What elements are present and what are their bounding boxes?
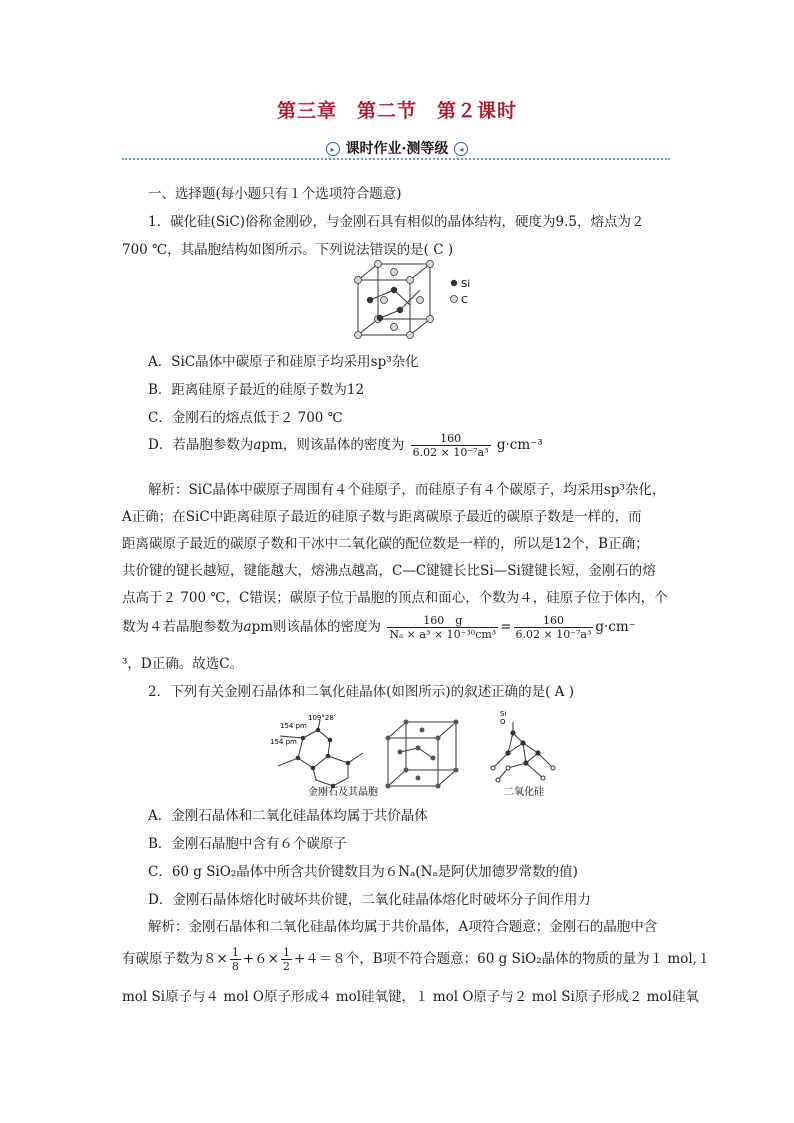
legend-c: C	[461, 295, 468, 306]
density-fraction: $\frac{160}{\text{6.02 × 10⁻⁷a³}}$	[412, 432, 489, 459]
q2-analysis-line2: 有碳原子数为８× $\frac{1}{8}$ +６× $\frac{1}{2}$ +４＝８个，B项不符合题意；60 g SiO₂晶体的物质的量为１ mol,１	[122, 946, 711, 973]
sic-unit-cell-figure	[350, 260, 490, 342]
sio2-legend-si: Si	[500, 710, 507, 718]
q1-analysis-line2: A正确；在SiC中距离硅原子最近的硅原子数与距离碳原子最近的碳原子数是一样的，而	[122, 509, 642, 525]
si-legend-icon	[451, 280, 457, 286]
q2-analysis-line3: mol Si原子与４ mol O原子形成４ mol硅氧键，１ mol O原子与２ mol Si原子形成２ mol硅氧	[122, 989, 699, 1005]
q1-analysis-line3: 距离碳原子最近的碳原子数和干冰中二氧化碳的配位数是一样的，所以是12个，B正确；	[122, 536, 649, 552]
q1-option-a: A．SiC晶体中碳原子和硅原子均采用sp³杂化	[148, 354, 419, 370]
q2-stem: 2．下列有关金刚石晶体和二氧化硅晶体(如图所示)的叙述正确的是( A )	[148, 684, 574, 700]
bond-length-label: 154 pm	[280, 722, 307, 730]
q1-stem-line2: 700 ℃，其晶胞结构如图所示。下列说法错误的是( C )	[122, 242, 454, 258]
q2-option-d: D．金刚石晶体熔化时破坏共价键，二氧化硅晶体熔化时破坏分子间作用力	[148, 892, 591, 908]
q1-analysis-line1: 解析：SiC晶体中碳原子周围有４个硅原子，而硅原子有４个碳原子，均采用sp³杂化，	[148, 482, 666, 498]
dotted-divider	[122, 158, 670, 160]
page-title: 第三章 第二节 第２课时	[276, 100, 517, 122]
q2-figure	[268, 708, 568, 798]
q1-analysis-line7: ³，D正确。故选C。	[122, 656, 244, 672]
legend-si: Si	[461, 279, 471, 290]
q2-option-c: C．60 g SiO₂晶体中所含共价键数目为６Nₐ(Nₐ是阿伏加德罗常数的值)	[148, 864, 578, 880]
q2-analysis-line1: 解析：金刚石晶体和二氧化硅晶体均属于共价晶体，A项符合题意；金刚石的晶胞中含	[148, 919, 658, 935]
bond-length-label-2: 154 pm	[270, 738, 297, 746]
q1-option-d: D．若晶胞参数为apm，则该晶体的密度为 $\frac{160}{\text{6.02 × 10⁻⁷a³}}$ g·cm⁻³	[148, 432, 543, 459]
q1-analysis-line4: 共价键的键长越短，键能越大，熔沸点越高，C—C键键长比Si—Si键键长短，金刚石的熔	[122, 563, 656, 579]
arrow-right-icon: ▸	[326, 142, 340, 156]
q2-option-a: A．金刚石晶体和二氧化硅晶体均属于共价晶体	[148, 808, 428, 824]
q1-analysis-line5: 点高于２ 700 ℃，C错误；碳原子位于晶胞的顶点和面心，个数为４，硅原子位于体内，个	[122, 590, 668, 606]
sio2-legend-o: O	[500, 718, 506, 726]
q2-option-b: B．金刚石晶胞中含有６个碳原子	[148, 836, 347, 852]
q1-analysis-line6: 数为４若晶胞参数为apm则该晶体的密度为 $\frac{160 g}{\text{Nₐ × a³ × 10⁻³⁰cm³}}$ = $\frac{160}{\text{6.02 × 10⁻⁷a³}}$ g·cm⁻	[122, 614, 636, 641]
figure-label-sio2: 二氧化硅	[504, 787, 544, 798]
subtitle-text: 课时作业·测等级	[345, 141, 449, 157]
section-heading: 一、选择题(每小题只有１个选项符合题意)	[148, 186, 402, 202]
q1-option-c: C．金刚石的熔点低于２ 700 ℃	[148, 410, 343, 426]
bond-angle-label: 109°28′	[308, 714, 336, 722]
q1-stem-line1: 1．碳化硅(SiC)俗称金刚砂，与金刚石具有相似的晶体结构，硬度为9.5，熔点为２	[148, 214, 645, 230]
c-legend-icon	[451, 296, 458, 303]
subtitle-banner	[0, 138, 794, 158]
figure-label-diamond: 金刚石及其晶胞	[308, 787, 378, 798]
arrow-left-icon: ◂	[454, 142, 468, 156]
q1-option-b: B．距离硅原子最近的硅原子数为12	[148, 382, 365, 398]
